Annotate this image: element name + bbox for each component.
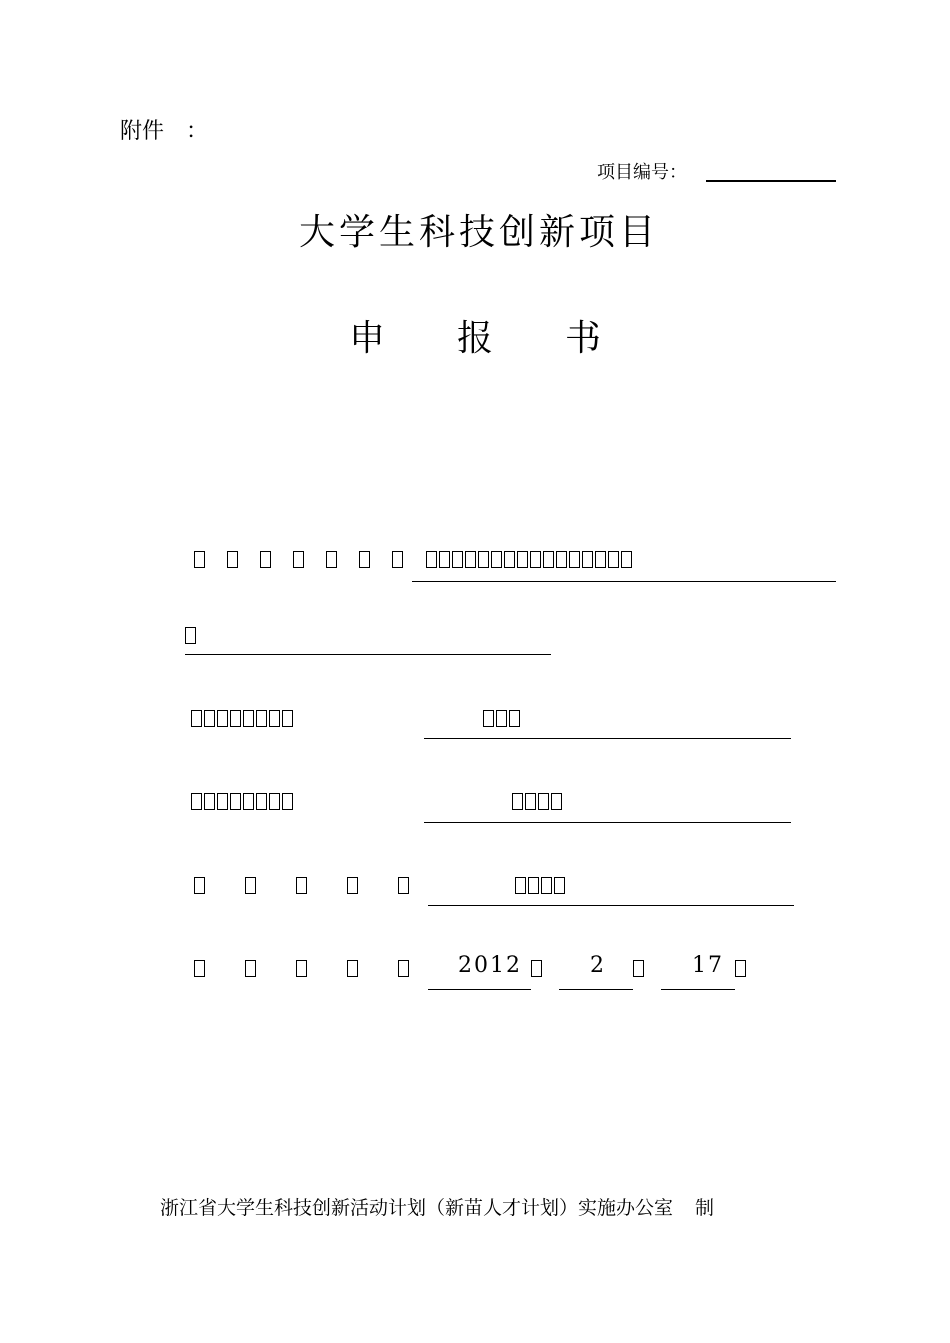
glyph-box <box>504 551 515 568</box>
glyph-box <box>735 960 746 977</box>
advisor-label-glyphs <box>194 875 449 894</box>
glyph-box <box>347 960 358 977</box>
glyph-box <box>245 877 256 894</box>
glyph-box <box>185 627 196 644</box>
glyph-box <box>543 551 554 568</box>
glyph-box <box>478 551 489 568</box>
glyph-box <box>528 877 539 894</box>
date-month-unit-glyph <box>633 958 646 977</box>
project-name-field-line[interactable] <box>412 581 836 582</box>
glyph-box <box>191 710 202 727</box>
date-year-unit-glyph <box>531 958 544 977</box>
date-year-line[interactable] <box>428 989 531 990</box>
glyph-box <box>243 793 254 810</box>
glyph-box <box>452 551 463 568</box>
glyph-box <box>282 710 293 727</box>
glyph-box <box>538 793 549 810</box>
glyph-box <box>204 710 215 727</box>
date-day-unit-glyph <box>735 958 748 977</box>
glyph-box <box>392 551 403 568</box>
date-day-line[interactable] <box>661 989 735 990</box>
glyph-box <box>531 960 542 977</box>
attachment-label <box>120 114 208 145</box>
glyph-box <box>551 793 562 810</box>
project-number-label: 项目编号： <box>597 162 687 183</box>
project-name-continuation-glyph <box>185 625 218 644</box>
glyph-box <box>194 551 205 568</box>
department-value-glyphs <box>512 791 564 810</box>
project-name-value-glyphs <box>426 549 634 568</box>
footer-issuer <box>160 1193 714 1220</box>
footer-issuer-suffix: 制 <box>695 1197 715 1219</box>
leader-field-line[interactable] <box>424 738 791 739</box>
glyph-box <box>569 551 580 568</box>
department-field-line[interactable] <box>424 822 791 823</box>
glyph-box <box>491 551 502 568</box>
attachment-label-text: 附件 <box>120 119 165 144</box>
glyph-box <box>515 877 526 894</box>
date-month-value: 2 <box>590 953 604 978</box>
page-title: 大学生科技创新项目 <box>298 212 659 253</box>
glyph-box <box>512 793 523 810</box>
glyph-box <box>621 551 632 568</box>
glyph-box <box>217 793 228 810</box>
glyph-box <box>582 551 593 568</box>
attachment-label-colon: ： <box>186 119 209 144</box>
glyph-box <box>556 551 567 568</box>
glyph-box <box>496 710 507 727</box>
glyph-box <box>256 793 267 810</box>
project-name-label-glyphs <box>194 549 425 568</box>
date-month-line[interactable] <box>559 989 633 990</box>
glyph-box <box>509 710 520 727</box>
glyph-box <box>439 551 450 568</box>
glyph-box <box>347 877 358 894</box>
glyph-box <box>243 710 254 727</box>
glyph-box <box>282 793 293 810</box>
glyph-box <box>296 877 307 894</box>
project-name-continuation-line[interactable] <box>185 654 551 655</box>
glyph-box <box>269 710 280 727</box>
glyph-box <box>326 551 337 568</box>
department-label-glyphs <box>191 791 295 810</box>
glyph-box <box>204 793 215 810</box>
glyph-box <box>245 960 256 977</box>
glyph-box <box>217 710 228 727</box>
project-number-field-line[interactable] <box>706 180 836 182</box>
date-day-value: 17 <box>692 953 724 978</box>
glyph-box <box>595 551 606 568</box>
glyph-box <box>359 551 370 568</box>
glyph-box <box>398 877 409 894</box>
glyph-box <box>465 551 476 568</box>
glyph-box <box>293 551 304 568</box>
glyph-box <box>530 551 541 568</box>
glyph-box <box>633 960 644 977</box>
glyph-box <box>608 551 619 568</box>
glyph-box <box>398 960 409 977</box>
advisor-field-line[interactable] <box>428 905 794 906</box>
glyph-box <box>269 793 280 810</box>
glyph-box <box>230 710 241 727</box>
glyph-box <box>517 551 528 568</box>
date-label-glyphs <box>194 958 449 977</box>
footer-issuer-text: 浙江省大学生科技创新活动计划（新苗人才计划）实施办公室 <box>160 1197 674 1219</box>
glyph-box <box>194 877 205 894</box>
glyph-box <box>426 551 437 568</box>
glyph-box <box>483 710 494 727</box>
leader-value-glyphs <box>483 708 522 727</box>
glyph-box <box>194 960 205 977</box>
date-year-value: 2012 <box>458 953 522 978</box>
glyph-box <box>554 877 565 894</box>
glyph-box <box>541 877 552 894</box>
page-subtitle: 申 报 书 <box>348 318 601 359</box>
glyph-box <box>260 551 271 568</box>
glyph-box <box>227 551 238 568</box>
glyph-box <box>296 960 307 977</box>
glyph-box <box>256 710 267 727</box>
glyph-box <box>230 793 241 810</box>
glyph-box <box>525 793 536 810</box>
advisor-value-glyphs <box>515 875 567 894</box>
glyph-box <box>191 793 202 810</box>
leader-label-glyphs <box>191 708 295 727</box>
